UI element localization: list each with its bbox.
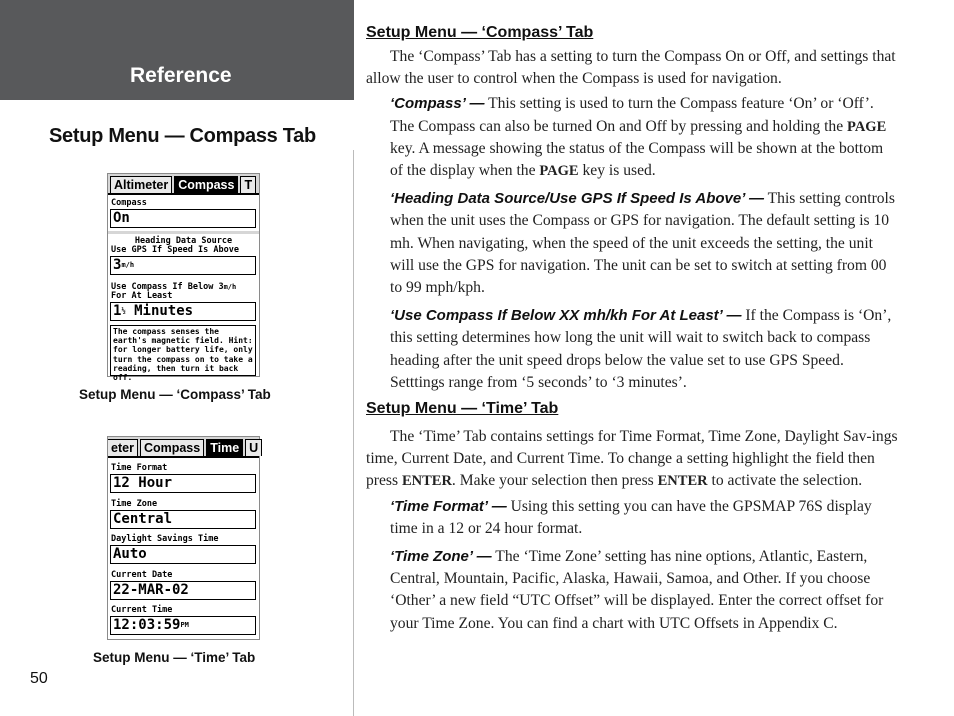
tab-time: Time xyxy=(206,439,243,456)
minutes-fraction: ½ xyxy=(121,307,126,315)
separator xyxy=(108,231,259,234)
heading-source-term: ‘Heading Data Source/Use GPS If Speed Is Above’ — xyxy=(390,190,764,208)
tab-units-partial: U xyxy=(245,439,262,456)
current-time-field xyxy=(110,616,256,635)
time-zone-text: The ‘Time Zone’ setting has nine options, Atlantic, Eastern, Central, Mountain, Pacific, Alaska, Hawaii, Samoa, and Other. If you choose ‘Other’ a new field “UTC Offset” will be displayed. Enter the correct offset for your Time Zone. You can find a chart with UTC Offsets in Appendix C. xyxy=(390,548,884,632)
compass-tab-screenshot xyxy=(107,173,260,383)
minutes-value: 1 xyxy=(113,303,122,319)
section-band xyxy=(0,0,354,100)
compass-text-b: key. A message showing the status of the Compass will be shown at the bottom of the display when the xyxy=(390,139,884,180)
side-heading: Setup Menu — Compass Tab xyxy=(49,125,316,147)
tab-altimeter-partial: eter xyxy=(108,439,138,456)
use-compass-text: If the Compass is ‘On’, this setting determines how long the unit will wait to switch back to compass heading after the unit speed drops below the value set to use GPS Speed. Setttings range from ‘5 seconds’ to ‘3 minutes’. xyxy=(390,307,892,391)
gps-tab-strip xyxy=(108,174,259,193)
compass-text-a: This setting is used to turn the Compass feature ‘On’ or ‘Off’. The Compass can also be turned On and Off by pressing and holding the xyxy=(390,95,874,135)
below-label-unit: m/h xyxy=(223,283,237,291)
time-intro-b: . Make your selection then press xyxy=(451,472,658,490)
compass-setting-paragraph xyxy=(390,93,900,182)
gps-screen-body xyxy=(108,456,259,639)
compass-value-field: On xyxy=(110,209,256,228)
dst-label: Daylight Savings Time xyxy=(111,534,219,544)
time-intro-c: to activate the selection. xyxy=(707,472,863,490)
minutes-field xyxy=(110,302,256,321)
below-label-text: Use Compass If Below 3 xyxy=(111,282,224,292)
tab-altimeter: Altimeter xyxy=(110,176,172,193)
section-label: Reference xyxy=(130,64,232,87)
heading-source-paragraph xyxy=(390,188,900,299)
tab-compass: Compass xyxy=(140,439,204,456)
time-zone-field: Central xyxy=(110,510,256,529)
dst-field: Auto xyxy=(110,545,256,564)
time-suffix: PM xyxy=(180,621,189,629)
current-date-label: Current Date xyxy=(111,570,173,580)
tab-time-partial: T xyxy=(240,176,256,193)
speed-value-field xyxy=(110,256,256,275)
compass-term: ‘Compass’ — xyxy=(390,95,485,113)
minutes-word: Minutes xyxy=(134,303,194,319)
enter-key-2: ENTER xyxy=(657,473,708,490)
time-intro xyxy=(366,426,900,493)
use-compass-term: ‘Use Compass If Below XX mh/kh For At Least’ — xyxy=(390,307,742,325)
for-at-least-label: For At Least xyxy=(111,291,173,301)
compass-figure-caption: Setup Menu — ‘Compass’ Tab xyxy=(79,387,271,402)
gps-screen-body xyxy=(108,193,259,383)
compass-label: Compass xyxy=(111,198,147,208)
page-key-1: PAGE xyxy=(847,118,887,135)
time-section-heading: Setup Menu — ‘Time’ Tab xyxy=(366,400,559,418)
compass-hint-message: The compass senses the earth's magnetic field. Hint: for longer battery life, only turn the compass on to take a reading, then turn it back off. xyxy=(110,325,256,376)
gps-tab-strip xyxy=(108,437,259,456)
time-format-label: Time Format xyxy=(111,463,168,473)
enter-key-1: ENTER xyxy=(401,473,452,490)
time-format-text: Using this setting you can have the GPSMAP 76S display time in a 12 or 24 hour format. xyxy=(390,497,872,537)
time-tab-screenshot xyxy=(107,436,260,640)
compass-section-heading: Setup Menu — ‘Compass’ Tab xyxy=(366,24,594,41)
use-compass-paragraph xyxy=(390,305,900,394)
tab-compass: Compass xyxy=(174,176,238,193)
time-figure-caption: Setup Menu — ‘Time’ Tab xyxy=(93,650,256,665)
heading-source-text: This setting controls when the unit uses the Compass or GPS for navigation. The default setting is 10 mh. When navigating, when the speed of the unit exceeds the setting, the unit will use the GPS for navigation. The unit can be set to switch at setting from 00 to 99 mph/kph. xyxy=(390,190,895,297)
page-number: 50 xyxy=(30,670,48,687)
current-time-value: 12:03:59 xyxy=(113,617,181,633)
speed-value: 3 xyxy=(113,257,122,273)
time-format-term: ‘Time Format’ — xyxy=(390,497,507,515)
main-text-column xyxy=(366,24,900,635)
time-format-field: 12 Hour xyxy=(110,474,256,493)
time-zone-label: Time Zone xyxy=(111,499,158,509)
column-divider xyxy=(353,150,354,716)
time-format-paragraph xyxy=(390,496,900,540)
speed-unit: m/h xyxy=(121,261,135,269)
compass-text-c: key is used. xyxy=(578,162,656,180)
time-zone-term: ‘Time Zone’ — xyxy=(390,548,492,566)
current-date-field: 22-MAR-02 xyxy=(110,581,256,600)
page-key-2: PAGE xyxy=(539,163,579,180)
time-intro-a: The ‘Time’ Tab contains settings for Time Format, Time Zone, Daylight Sav-ings time, Current Date, and Current Time. To change a setting highlight the field then press xyxy=(366,428,898,490)
time-zone-paragraph xyxy=(390,546,900,635)
heading-source-title: Heading Data Source xyxy=(134,236,233,246)
compass-intro: The ‘Compass’ Tab has a setting to turn the Compass On or Off, and settings that allow the user to control when the Compass is used for navigation. xyxy=(366,48,896,88)
gps-speed-label: Use GPS If Speed Is Above xyxy=(111,245,239,255)
current-time-label: Current Time xyxy=(111,605,173,615)
